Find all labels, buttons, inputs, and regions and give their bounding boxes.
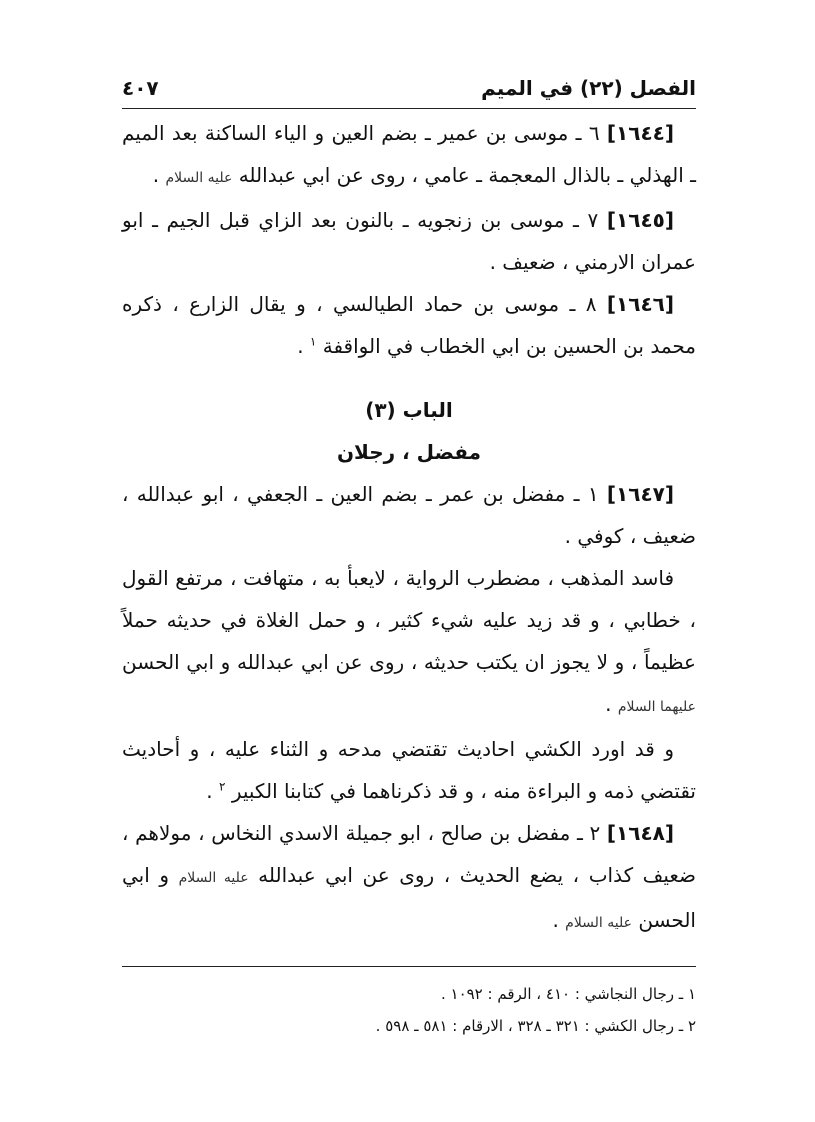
entry-id: [١٦٤٦] [606,292,674,316]
paragraph-text: فاسد المذهب ، مضطرب الرواية ، لايعبأ به ، متهافت ، مرتفع القول ، خطابي ، و قد زيد عليه شيء كثير ، و حمل الغلاة في حديثه حملاً عظيماً ، و لا يجوز ان يكتب حديثه ، روى عن ابي عبدالله و ابي الحسن [122,566,696,674]
entry-text: ٧ ـ موسى بن زنجويه ـ بالنون بعد الزاي قبل الجيم ـ ابو عمران الارمني ، ضعيف . [122,208,696,274]
honorific-glyph: عليه السلام [165,170,233,186]
chapter-subtitle: مفضل ، رجلان [336,440,482,464]
entry-1646 [122,283,696,367]
entry-text: و ابي الحسن [122,863,696,932]
honorific-glyph: عليهما السلام [617,699,696,715]
paragraph-text: و قد اورد الكشي احاديث تقتضي مدحه و الثناء عليه ، و أحاديث تقتضي ذمه و البراءة منه ، و قد ذكرناهما في كتابنا الكبير [122,737,696,803]
entry-1647 [122,473,696,557]
entry-text: ٦ ـ موسى بن عمير ـ بضم العين و الياء الساكنة بعد الميم ـ الهذلي ـ بالذال المعجمة ـ عامي ، روى عن ابي عبدالله [122,121,696,187]
paragraph-end: . [206,779,213,803]
paragraph-1 [122,557,696,728]
header-rule [122,108,696,109]
page-body [122,112,696,944]
entry-end: . [297,334,304,358]
entry-text: ٢ ـ مفضل بن صالح ، ابو جميلة الاسدي النخاس ، مولاهم ، ضعيف كذاب ، يضع الحديث ، روى عن ابي عبدالله [122,821,697,887]
entry-id: [١٦٤٥] [606,208,674,232]
entry-text: ٨ ـ موسى بن حماد الطيالسي ، و يقال الزارع ، ذكره محمد بن الحسين بن ابي الخطاب في الواقفة [122,292,696,358]
footnotes [122,978,696,1042]
chapter-heading: الفصل (٢٢) في الميم [481,76,696,100]
page-number: ٤٠٧ [122,76,159,100]
entry-id: [١٦٤٨] [606,821,675,845]
entry-id: [١٦٤٧] [606,482,675,506]
entry-1648 [122,812,696,944]
entry-1645 [122,199,696,283]
entry-text: ١ ـ مفضل بن عمر ـ بضم العين ـ الجعفي ، ابو عبدالله ، ضعيف ، كوفي . [122,482,696,548]
entry-id: [١٦٤٤] [606,121,674,145]
paragraph-2 [122,728,696,812]
paragraph-end: . [605,692,612,716]
footnote: ١ ـ رجال النجاشي : ٤١٠ ، الرقم : ١٠٩٢ . [440,985,696,1003]
entry-1644 [122,112,696,199]
entry-end: . [552,908,559,932]
honorific-glyph: عليه السلام [565,915,632,931]
page-header [122,70,696,106]
honorific-glyph: عليه السلام [178,870,249,886]
footnote-ref: ١ [309,334,317,349]
footnote-ref: ٢ [219,779,226,794]
footnote-rule [122,966,696,967]
footnote: ٢ ـ رجال الكشي : ٣٢١ ـ ٣٢٨ ، الارقام : ٥٨١ ـ ٥٩٨ . [375,1017,696,1035]
chapter-title: الباب (٣) [365,398,453,422]
entry-end: . [152,163,160,187]
